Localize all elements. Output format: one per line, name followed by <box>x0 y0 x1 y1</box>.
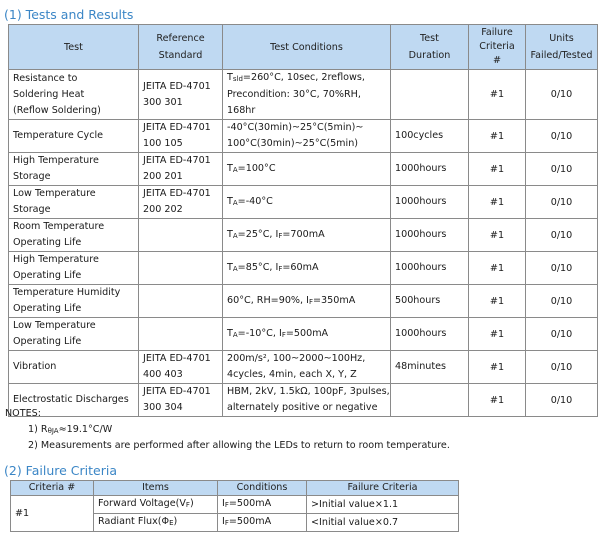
failure-criteria-ref: #1 <box>469 252 526 285</box>
failure-criteria-ref: #1 <box>469 70 526 120</box>
test-duration <box>391 384 469 417</box>
test-conditions: $T_A=100^\circ C$ <box>223 153 391 186</box>
reference-standard <box>139 252 223 285</box>
header-duration-line2: Duration <box>408 50 451 61</box>
test-conditions: 60°C, RH=90%, $I_F=350mA$ <box>223 285 391 318</box>
reference-standard <box>139 318 223 351</box>
test-name: Vibration <box>9 351 139 384</box>
reference-standard: JEITA ED-4701 200 201 <box>139 153 223 186</box>
header-reference-line2: Standard <box>158 50 203 61</box>
note-thermal-resistance: 1) $R_{\theta JA}\approx 19.1^\circ C/W$ <box>28 424 113 435</box>
reference-standard: JEITA ED-4701 300 301 <box>139 70 223 120</box>
reference-standard <box>139 219 223 252</box>
test-name: Low Temperature Operating Life <box>9 318 139 351</box>
header-criteria-line2: Criteria <box>479 41 515 52</box>
test-row <box>9 186 598 219</box>
test-conditions: $T_A=25^\circ C$, $I_F=700mA$ <box>223 219 391 252</box>
test-conditions: -40°C(30min)~25°C(5min)~ 100°C(30min)~25°C(5min) <box>223 120 391 153</box>
fc-header-conditions: Conditions <box>218 481 307 496</box>
units-failed-tested: 0/10 <box>526 318 598 351</box>
reference-standard: JEITA ED-4701 400 403 <box>139 351 223 384</box>
fc-failure-1: >Initial value×1.1 <box>307 496 459 514</box>
section-title-tests: (1) Tests and Results <box>4 7 134 22</box>
section-title-failure-criteria: (2) Failure Criteria <box>4 463 117 478</box>
failure-criteria-table <box>10 480 459 532</box>
test-duration <box>391 70 469 120</box>
fc-header-failure: Failure Criteria <box>307 481 459 496</box>
units-failed-tested: 0/10 <box>526 285 598 318</box>
test-row <box>9 153 598 186</box>
failure-criteria-ref: #1 <box>469 384 526 417</box>
header-units <box>526 25 598 70</box>
test-duration: 1000hours <box>391 186 469 219</box>
fc-header-items: Items <box>94 481 218 496</box>
fc-condition-1: $I_F=500mA$ <box>218 496 307 514</box>
test-duration: 100cycles <box>391 120 469 153</box>
fc-header-criteria: Criteria # <box>11 481 94 496</box>
fc-item-radiant-flux: Radiant $Flux(\Phi_E)$ <box>94 514 218 532</box>
units-failed-tested: 0/10 <box>526 351 598 384</box>
failure-criteria-ref: #1 <box>469 219 526 252</box>
failure-criteria-ref: #1 <box>469 153 526 186</box>
header-units-line1: Units <box>549 33 574 44</box>
header-reference-line1: Reference <box>156 33 205 44</box>
test-row <box>9 252 598 285</box>
test-duration: 1000hours <box>391 252 469 285</box>
units-failed-tested: 0/10 <box>526 252 598 285</box>
units-failed-tested: 0/10 <box>526 153 598 186</box>
test-duration: 1000hours <box>391 219 469 252</box>
tests-results-table <box>8 24 598 417</box>
test-conditions: 200m/s², 100~2000~100Hz, 4cycles, 4min, each X, Y, Z <box>223 351 391 384</box>
test-name: Temperature Humidity Operating Life <box>9 285 139 318</box>
test-conditions: $T_{sld}=260^\circ C$, 10sec, 2reflows, Precondition: 30°C, 70%RH, 168hr <box>223 70 391 120</box>
header-duration <box>391 25 469 70</box>
units-failed-tested: 0/10 <box>526 219 598 252</box>
reference-standard <box>139 285 223 318</box>
units-failed-tested: 0/10 <box>526 186 598 219</box>
notes-title: NOTES: <box>5 408 41 419</box>
failure-criteria-ref: #1 <box>469 120 526 153</box>
header-criteria-line1: Failure <box>481 27 513 38</box>
test-name: High Temperature Storage <box>9 153 139 186</box>
test-name: Low Temperature Storage <box>9 186 139 219</box>
failure-criteria-ref: #1 <box>469 186 526 219</box>
header-conditions <box>223 25 391 70</box>
test-duration: 1000hours <box>391 318 469 351</box>
test-row <box>9 351 598 384</box>
test-row <box>9 219 598 252</box>
units-failed-tested: 0/10 <box>526 120 598 153</box>
test-name: Electrostatic Discharges <box>9 384 139 417</box>
header-units-line2: Failed/Tested <box>530 50 593 61</box>
test-conditions: $T_A=85^\circ C$, $I_F=60mA$ <box>223 252 391 285</box>
header-test-label: Test <box>64 41 83 53</box>
test-row <box>9 318 598 351</box>
test-row <box>9 384 598 417</box>
fc-failure-2: <Initial value×0.7 <box>307 514 459 532</box>
failure-criteria-ref: #1 <box>469 351 526 384</box>
fc-criteria-number: #1 <box>11 496 94 532</box>
fc-item-forward-voltage: Forward $Voltage(V_F)$ <box>94 496 218 514</box>
test-row <box>9 70 598 120</box>
units-failed-tested: 0/10 <box>526 384 598 417</box>
header-criteria-line3: # <box>492 55 502 66</box>
header-conditions-label: Test Conditions <box>270 41 343 53</box>
test-duration: 500hours <box>391 285 469 318</box>
test-row <box>9 285 598 318</box>
test-duration: 48minutes <box>391 351 469 384</box>
test-duration: 1000hours <box>391 153 469 186</box>
test-name: Temperature Cycle <box>9 120 139 153</box>
failure-criteria-ref: #1 <box>469 285 526 318</box>
header-reference <box>139 25 223 70</box>
test-name: Room Temperature Operating Life <box>9 219 139 252</box>
fc-condition-2: $I_F=500mA$ <box>218 514 307 532</box>
test-conditions: $T_A=-40^\circ C$ <box>223 186 391 219</box>
test-name: Resistance to Soldering Heat (Reflow Soldering) <box>9 70 139 120</box>
reference-standard: JEITA ED-4701 100 105 <box>139 120 223 153</box>
units-failed-tested: 0/10 <box>526 70 598 120</box>
note-measurement: 2) Measurements are performed after allowing the LEDs to return to room temperature. <box>28 440 450 451</box>
test-row <box>9 120 598 153</box>
header-criteria <box>469 25 526 70</box>
reference-standard: JEITA ED-4701 300 304 <box>139 384 223 417</box>
failure-criteria-ref: #1 <box>469 318 526 351</box>
test-name: High Temperature Operating Life <box>9 252 139 285</box>
test-conditions: HBM, 2kV, 1.5kΩ, 100pF, 3pulses, alternately positive or negative <box>223 384 391 417</box>
header-test <box>9 25 139 70</box>
header-duration-line1: Test <box>420 33 439 44</box>
reference-standard: JEITA ED-4701 200 202 <box>139 186 223 219</box>
test-conditions: $T_A=-10^\circ C$, $I_F=500mA$ <box>223 318 391 351</box>
